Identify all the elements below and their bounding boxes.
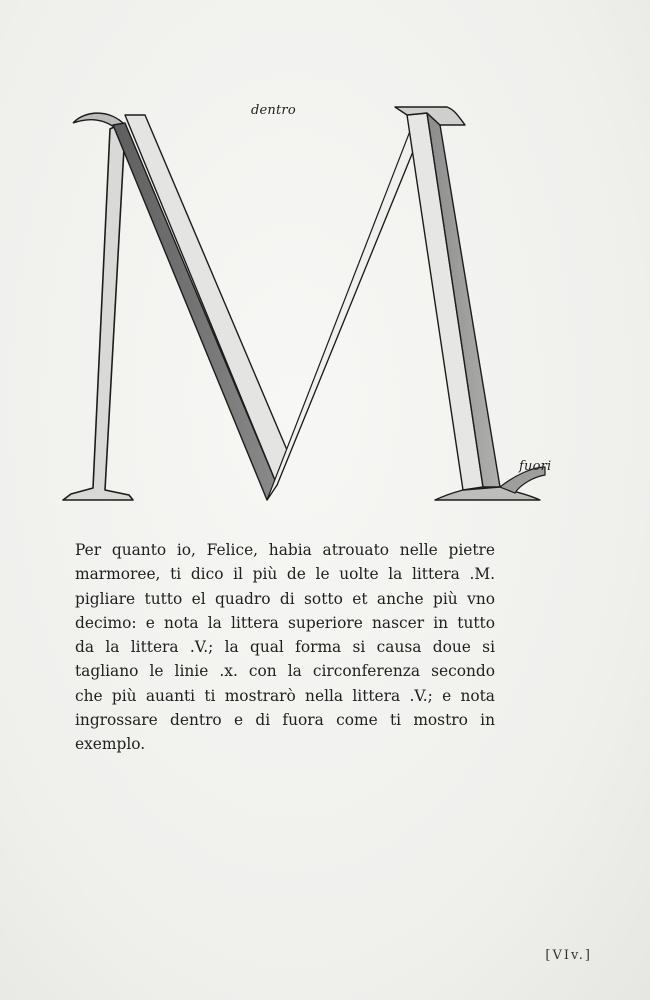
- text-line: che più auanti ti mostrarò nella littera .V.; e nota: [75, 686, 495, 705]
- label-fuori: fuori: [519, 459, 552, 474]
- text-line: pigliare tutto el quadro di sotto et anche più vno: [75, 589, 495, 608]
- right-bottom-serif: [435, 487, 540, 500]
- letter-m-figure: [55, 95, 575, 515]
- right-diagonal-inner: [267, 113, 427, 500]
- left-diagonal-face: [125, 115, 287, 485]
- letter-m-drawing: [55, 95, 575, 515]
- text-line: marmoree, ti dico il più de le uolte la littera .M.: [75, 565, 495, 584]
- text-line: decimo: e nota la littera superiore nascer in tutto: [75, 613, 495, 632]
- text-line: ingrossare dentro e di fuora come ti mostro in: [75, 711, 495, 730]
- left-diagonal-shadow: [113, 123, 277, 500]
- folio-number: [VIv.]: [545, 948, 592, 963]
- text-line: tagliano le linie .x. con la circonferenza secondo: [75, 662, 495, 681]
- text-line: Per quanto io, Felice, habia atrouato nelle pietre: [75, 541, 495, 559]
- text-line: exemplo.: [75, 735, 146, 754]
- text-line: da la littera .V.; la qual forma si causa doue si: [75, 638, 495, 657]
- body-paragraph: [75, 538, 495, 757]
- label-dentro: dentro: [251, 103, 296, 118]
- left-stem-stroke: [63, 125, 133, 500]
